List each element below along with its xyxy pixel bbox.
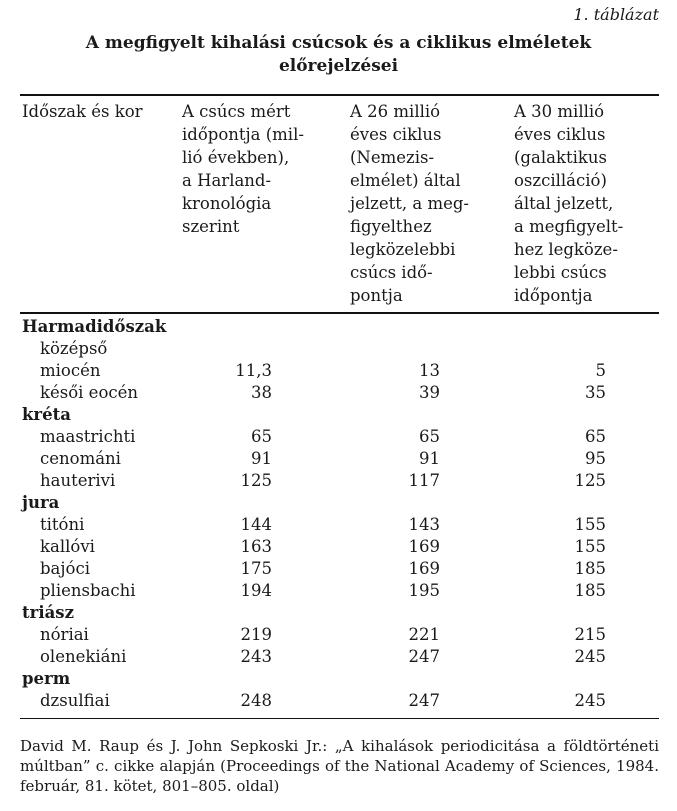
cell-v3: 65 bbox=[585, 427, 606, 446]
header-26my-cycle: A 26 millió éves ciklus (Nemezis- elmélet) által jelzett, a meg- figyelthez legközelebbi csúcs idő- pontja bbox=[350, 102, 469, 305]
row-label: perm bbox=[22, 669, 71, 688]
header-rule bbox=[20, 312, 659, 314]
cell-v3: 125 bbox=[574, 471, 606, 490]
table-number: 1. táblázat bbox=[573, 5, 659, 24]
cell-v1: 91 bbox=[251, 449, 272, 468]
title-line-1: A megfigyelt kihalási csúcsok és a ciklikus elméletek bbox=[85, 33, 592, 53]
cell-v1: 144 bbox=[240, 515, 272, 534]
cell-v3: 245 bbox=[574, 691, 606, 710]
title-line-2: előrejelzései bbox=[278, 56, 399, 76]
cell-v1: 248 bbox=[240, 691, 272, 710]
cell-v2: 91 bbox=[419, 449, 440, 468]
cell-v2: 13 bbox=[419, 361, 440, 380]
table-row bbox=[0, 690, 677, 712]
group-row bbox=[0, 668, 677, 690]
cell-v2: 117 bbox=[408, 471, 440, 490]
cell-v3: 185 bbox=[574, 559, 606, 578]
table-row bbox=[0, 646, 677, 668]
header-period: Időszak és kor bbox=[22, 102, 143, 121]
cell-v3: 35 bbox=[585, 383, 606, 402]
row-label: jura bbox=[22, 493, 60, 512]
table-row bbox=[0, 624, 677, 646]
cell-v2: 247 bbox=[408, 647, 440, 666]
table-row bbox=[0, 580, 677, 602]
row-label: olenekiáni bbox=[40, 647, 127, 666]
table-row bbox=[0, 514, 677, 536]
top-rule bbox=[20, 94, 659, 96]
row-label: kréta bbox=[22, 405, 71, 424]
table-row bbox=[0, 426, 677, 448]
row-label: kallóvi bbox=[40, 537, 95, 556]
cell-v3: 215 bbox=[574, 625, 606, 644]
header-measured: A csúcs mért időpontja (mil- lió években), a Harland- kronológia szerint bbox=[182, 102, 304, 236]
cell-v1: 243 bbox=[240, 647, 272, 666]
table-row bbox=[0, 382, 677, 404]
cell-v1: 163 bbox=[240, 537, 272, 556]
row-label: középső bbox=[40, 339, 108, 358]
cell-v1: 65 bbox=[251, 427, 272, 446]
group-row bbox=[0, 316, 677, 338]
cell-v3: 245 bbox=[574, 647, 606, 666]
cell-v1: 175 bbox=[240, 559, 272, 578]
row-label: cenománi bbox=[40, 449, 121, 468]
cell-v2: 65 bbox=[419, 427, 440, 446]
row-label: titóni bbox=[40, 515, 85, 534]
row-label: bajóci bbox=[40, 559, 90, 578]
table-title bbox=[0, 32, 677, 78]
cell-v2: 195 bbox=[408, 581, 440, 600]
row-label: pliensbachi bbox=[40, 581, 136, 600]
row-label: maastrichti bbox=[40, 427, 136, 446]
cell-v3: 95 bbox=[585, 449, 606, 468]
cell-v1: 219 bbox=[240, 625, 272, 644]
table-row bbox=[0, 448, 677, 470]
cell-v2: 169 bbox=[408, 559, 440, 578]
group-row bbox=[0, 602, 677, 624]
table-row bbox=[0, 536, 677, 558]
source-footnote: David M. Raup és J. John Sepkoski Jr.: „A kihalások periodicitása a földtörténeti múltban” c. cikke alapján (Proceedings of the National Academy of Sciences, 1984. február, 81. kötet, 801–805. oldal) bbox=[20, 737, 659, 795]
table-row bbox=[0, 470, 677, 492]
cell-v3: 155 bbox=[574, 537, 606, 556]
cell-v1: 125 bbox=[240, 471, 272, 490]
cell-v3: 185 bbox=[574, 581, 606, 600]
cell-v1: 194 bbox=[240, 581, 272, 600]
group-row bbox=[0, 492, 677, 514]
row-label: triász bbox=[22, 603, 74, 622]
bottom-rule bbox=[20, 718, 659, 719]
table-body bbox=[0, 316, 677, 712]
cell-v2: 143 bbox=[408, 515, 440, 534]
table-row bbox=[0, 338, 677, 360]
row-label: nóriai bbox=[40, 625, 89, 644]
cell-v1: 11,3 bbox=[235, 361, 272, 380]
cell-v2: 39 bbox=[419, 383, 440, 402]
cell-v2: 169 bbox=[408, 537, 440, 556]
row-label: miocén bbox=[40, 361, 101, 380]
cell-v2: 247 bbox=[408, 691, 440, 710]
cell-v2: 221 bbox=[408, 625, 440, 644]
table-row bbox=[0, 558, 677, 580]
cell-v1: 38 bbox=[251, 383, 272, 402]
cell-v3: 155 bbox=[574, 515, 606, 534]
row-label: Harmadidőszak bbox=[22, 317, 167, 336]
cell-v3: 5 bbox=[595, 361, 606, 380]
group-row bbox=[0, 404, 677, 426]
row-label: hauterivi bbox=[40, 471, 116, 490]
header-30my-cycle: A 30 millió éves ciklus (galaktikus oszcilláció) által jelzett, a megfigyelt- hez legköze- lebbi csúcs időpontja bbox=[514, 102, 624, 305]
row-label: késői eocén bbox=[40, 383, 139, 402]
row-label: dzsulfiai bbox=[40, 691, 110, 710]
table-row bbox=[0, 360, 677, 382]
